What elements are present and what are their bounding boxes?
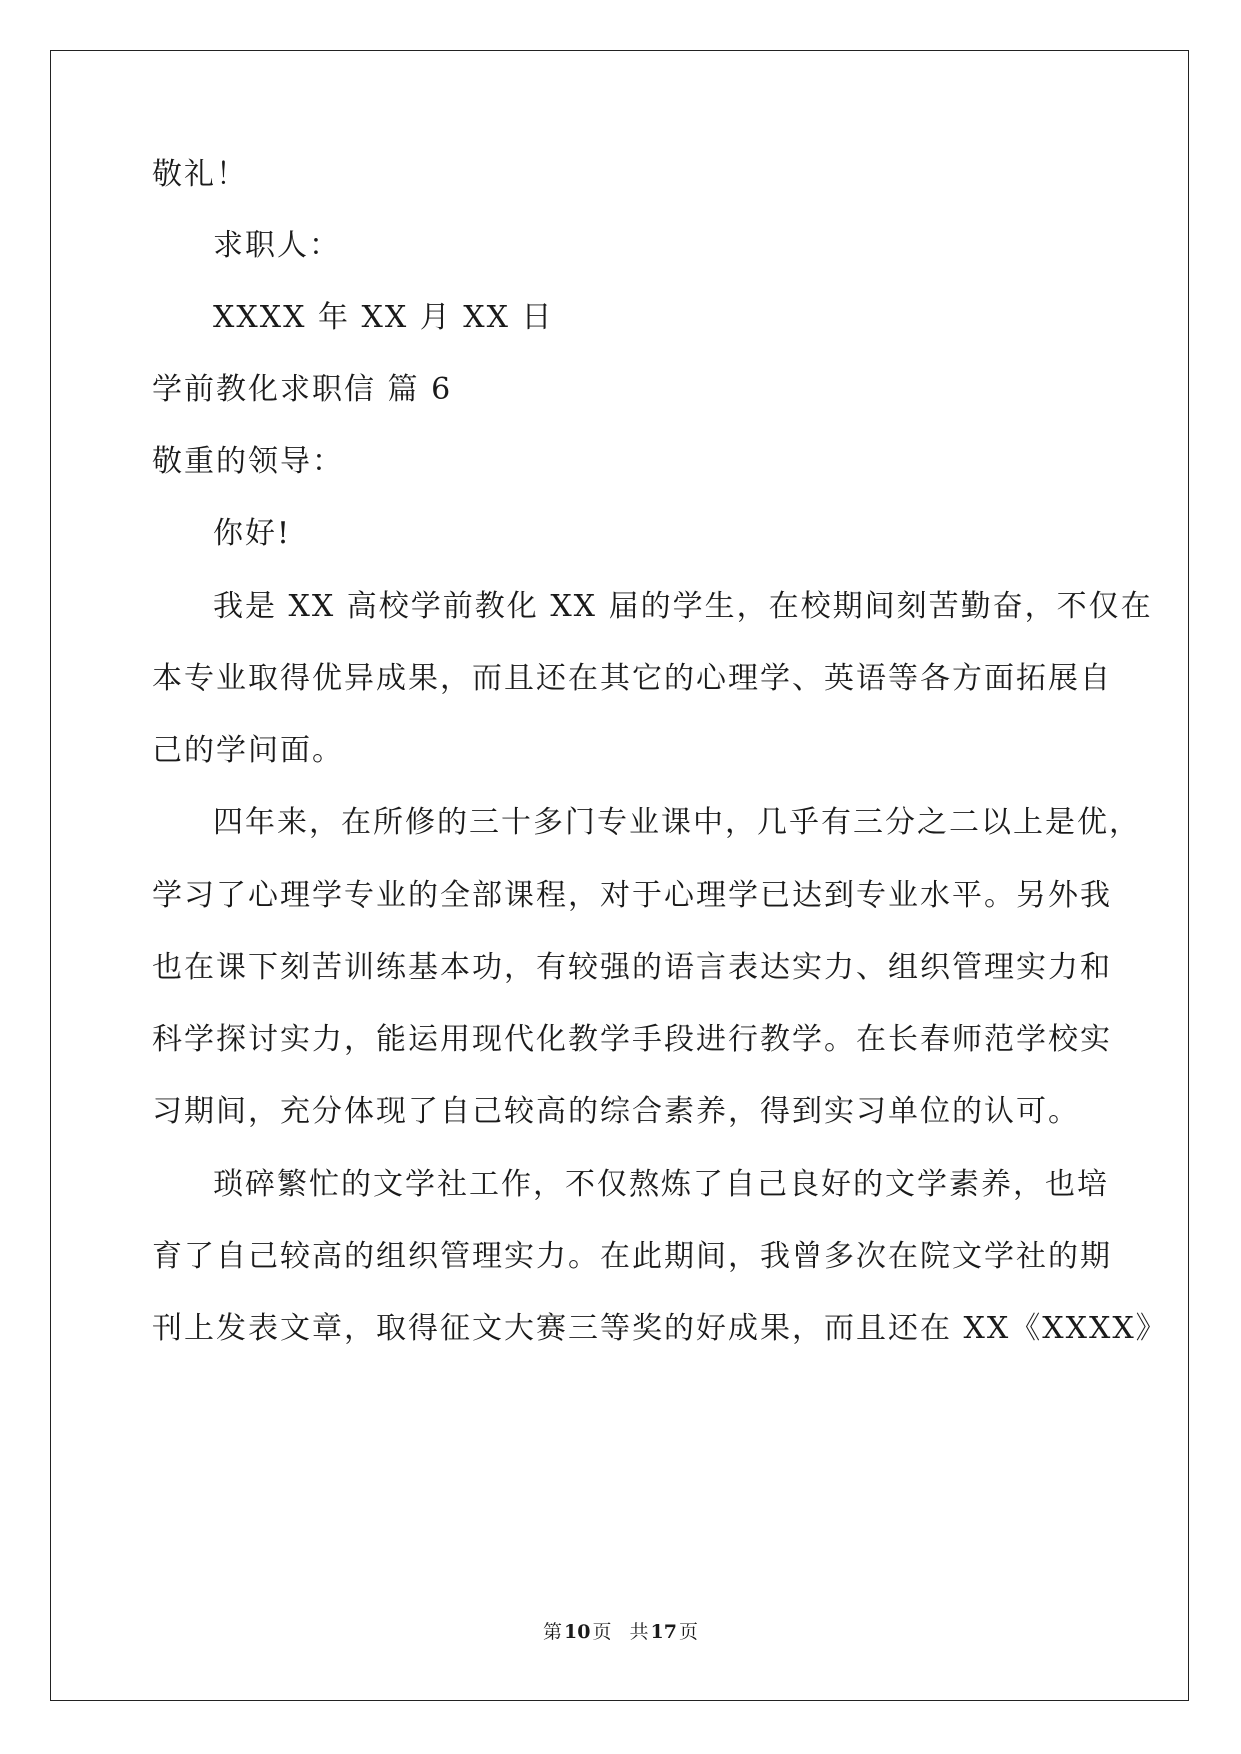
closing-salutation: 敬礼！ (152, 157, 248, 192)
page-prefix: 第 (543, 1621, 563, 1643)
paragraph-line: 也在课下刻苦训练基本功，有较强的语言表达实力、组织管理实力和 (152, 950, 1112, 985)
page-footer (0, 1620, 1241, 1644)
paragraph-line: 琐碎繁忙的文学社工作，不仅熬炼了自己良好的文学素养，也培 (213, 1167, 1109, 1202)
date-line: XXXX 年 XX 月 XX 日 (213, 300, 554, 335)
paragraph-line: 刊上发表文章，取得征文大赛三等奖的好成果，而且还在 XX《XXXX》 (152, 1311, 1168, 1346)
greeting-hello: 你好! (213, 516, 292, 551)
paragraph-line: 育了自己较高的组织管理实力。在此期间，我曾多次在院文学社的期 (152, 1239, 1112, 1274)
paragraph-line: 科学探讨实力，能运用现代化教学手段进行教学。在长春师范学校实 (152, 1022, 1112, 1057)
total-suffix: 页 (678, 1621, 698, 1643)
greeting-recipient: 敬重的领导： (152, 444, 344, 479)
signature-label: 求职人： (213, 228, 341, 263)
section-heading: 学前教化求职信 篇 6 (152, 372, 453, 407)
paragraph-line: 习期间，充分体现了自己较高的综合素养，得到实习单位的认可。 (152, 1094, 1080, 1129)
paragraph-line: 我是 XX 高校学前教化 XX 届的学生，在校期间刻苦勤奋，不仅在 (213, 589, 1153, 624)
total-prefix: 共 (629, 1621, 649, 1643)
page-total: 17 (650, 1621, 677, 1643)
paragraph-line: 学习了心理学专业的全部课程，对于心理学已达到专业水平。另外我 (152, 878, 1112, 913)
paragraph-line: 四年来，在所修的三十多门专业课中，几乎有三分之二以上是优， (213, 805, 1141, 840)
page-suffix: 页 (592, 1621, 612, 1643)
paragraph-line: 己的学问面。 (152, 733, 344, 768)
paragraph-line: 本专业取得优异成果，而且还在其它的心理学、英语等各方面拓展自 (152, 661, 1112, 696)
page-current: 10 (564, 1621, 591, 1643)
